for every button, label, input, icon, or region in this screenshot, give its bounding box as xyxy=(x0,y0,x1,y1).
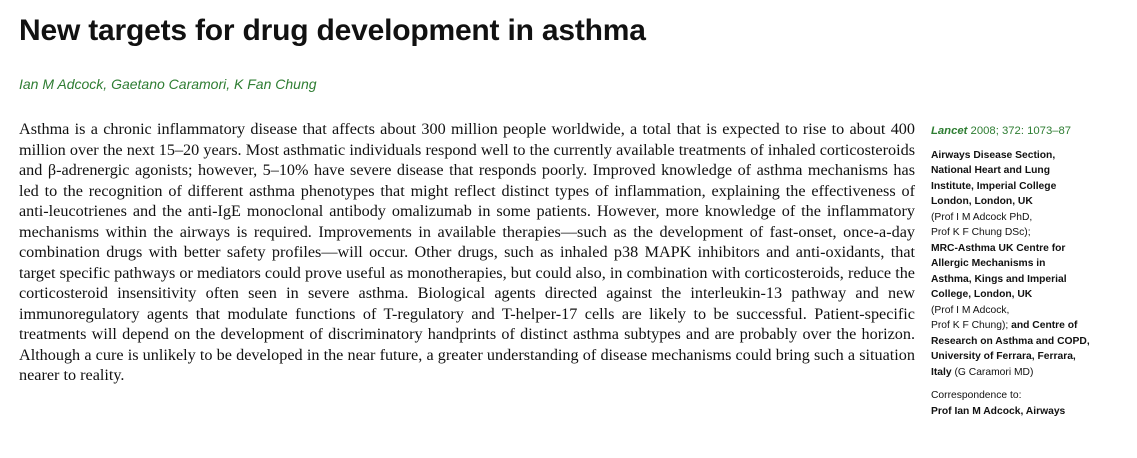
correspondence-label: Correspondence to: xyxy=(931,390,1022,401)
affiliation-3: and Centre of Research on Asthma and COPD, University of Ferrara, Ferrara, Italy xyxy=(931,320,1090,378)
affiliation-2-people: (Prof I M Adcock, Prof K F Chung); xyxy=(931,304,1010,331)
affiliations xyxy=(931,148,1131,381)
abstract-text: Asthma is a chronic inflammatory disease that affects about 300 million people worldwide, a total that is expected to rise to about 400 million over the next 15–20 years. Most asthmatic individuals respond well to the currently available treatments of inhaled corticosteroids and β-adrenergic agonists; however, 5–10% have severe disease that responds poorly. Improved knowledge of asthma mechanisms has led to the recognition of different asthma phenotypes that might reflect distinct types of inflammation, explaining the effectiveness of anti-leucotrienes and the anti-IgE monoclonal antibody omalizumab in some patients. However, more knowledge of the inflammatory mechanisms within the airways is required. Improvements in available therapies—such as the development of fast-onset, once-a-day combination drugs with better safety profiles—will occur. Other drugs, such as inhaled p38 MAPK inhibitors and anti-oxidants, that target specific pathways or mediators could prove useful as monotherapies, but could also, in combination with corticosteroids, reduce the corticosteroid insensitivity often seen in severe asthma. Biological agents directed against the interleukin-13 pathway and new immunoregulatory agents that modulate functions of T-regulatory and T-helper-17 cells are likely to be successful. Patient-specific treatments will depend on the development of discriminatory handprints of distinct asthma subtypes and are probably over the horizon. Although a cure is unlikely to be developed in the near future, a greater understanding of disease mechanisms could bring such a situation nearer to reality. xyxy=(19,120,915,384)
author-list: Ian M Adcock, Gaetano Caramori, K Fan Chung xyxy=(19,76,317,92)
correspondence-text: Prof Ian M Adcock, Airways xyxy=(931,405,1066,417)
journal-name: Lancet xyxy=(931,125,968,137)
article-title: New targets for drug development in asthma xyxy=(19,14,646,47)
affiliation-3-people: (G Caramori MD) xyxy=(951,366,1034,378)
citation-line xyxy=(931,124,1131,140)
affiliation-1-people: (Prof I M Adcock PhD, Prof K F Chung DSc); xyxy=(931,211,1033,238)
article-sidebar xyxy=(931,124,1131,419)
citation-details: 2008; 372: 1073–87 xyxy=(967,125,1072,137)
affiliation-2: MRC-Asthma UK Centre for Allergic Mechanisms in Asthma, Kings and Imperial College, London, UK xyxy=(931,242,1067,300)
affiliation-1: Airways Disease Section, National Heart and Lung Institute, Imperial College London, London, UK xyxy=(931,149,1057,207)
correspondence xyxy=(931,388,1131,419)
